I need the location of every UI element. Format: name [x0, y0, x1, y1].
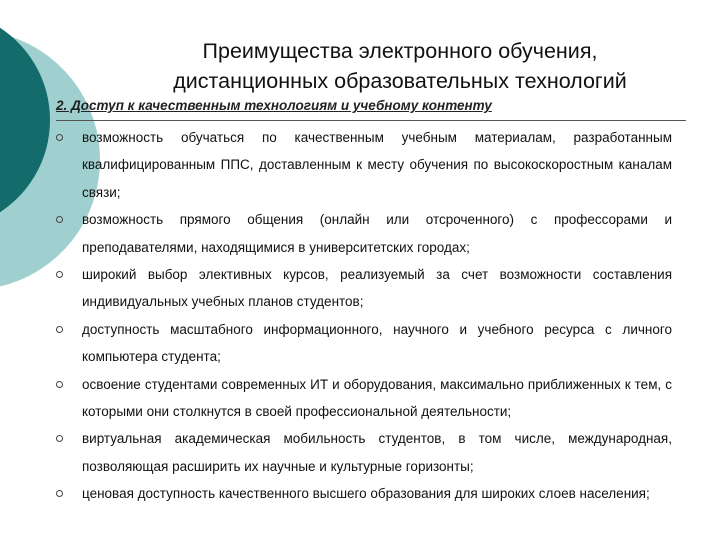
list-item: [56, 425, 672, 480]
section-subheading: 2. Доступ к качественным технологиям и учебному контенту: [56, 98, 492, 113]
list-item: [56, 261, 672, 316]
list-item-text: ценовая доступность качественного высшего образования для широких слоев населения;: [82, 486, 650, 502]
list-item-text: виртуальная академическая мобильность студентов, в том числе, международная, позволяющая расширить их научные и культурные горизонты;: [82, 431, 672, 474]
bullet-icon: [56, 134, 63, 141]
list-item-text: возможность обучаться по качественным учебным материалам, разработанным квалифицированным ППС, доставленным к месту обучения по высокоскоростным каналам связи;: [82, 130, 672, 200]
bullet-icon: [56, 490, 63, 497]
list-item-text: освоение студентами современных ИТ и оборудования, максимально приближенных к тем, с которыми они столкнутся в своей профессиональной деятельности;: [82, 376, 672, 420]
title-line-2: дистанционных образовательных технологий: [173, 69, 627, 93]
list-item-text: широкий выбор элективных курсов, реализуемый за счет возможности составления индивидуальных учебных планов студентов;: [82, 267, 672, 310]
bullet-icon: [56, 216, 63, 223]
list-item: [56, 316, 672, 371]
bullet-icon: [56, 435, 63, 442]
list-item: [56, 206, 672, 261]
slide-title: [100, 36, 700, 96]
bullet-icon: [56, 271, 63, 278]
list-item: [56, 480, 672, 507]
bullet-icon: [56, 326, 63, 333]
divider-line: [56, 120, 686, 121]
title-line-1: Преимущества электронного обучения,: [202, 39, 598, 63]
bullet-icon: [56, 381, 63, 388]
list-item-text: возможность прямого общения (онлайн или отсроченного) с профессорами и преподавателями, находящимися в университетских городах;: [82, 212, 672, 255]
bullet-list: [56, 124, 672, 508]
list-item-text: доступность масштабного информационного, научного и учебного ресурса с личного компьютера студента;: [82, 321, 672, 365]
list-item: [56, 371, 672, 426]
list-item: [56, 124, 672, 206]
